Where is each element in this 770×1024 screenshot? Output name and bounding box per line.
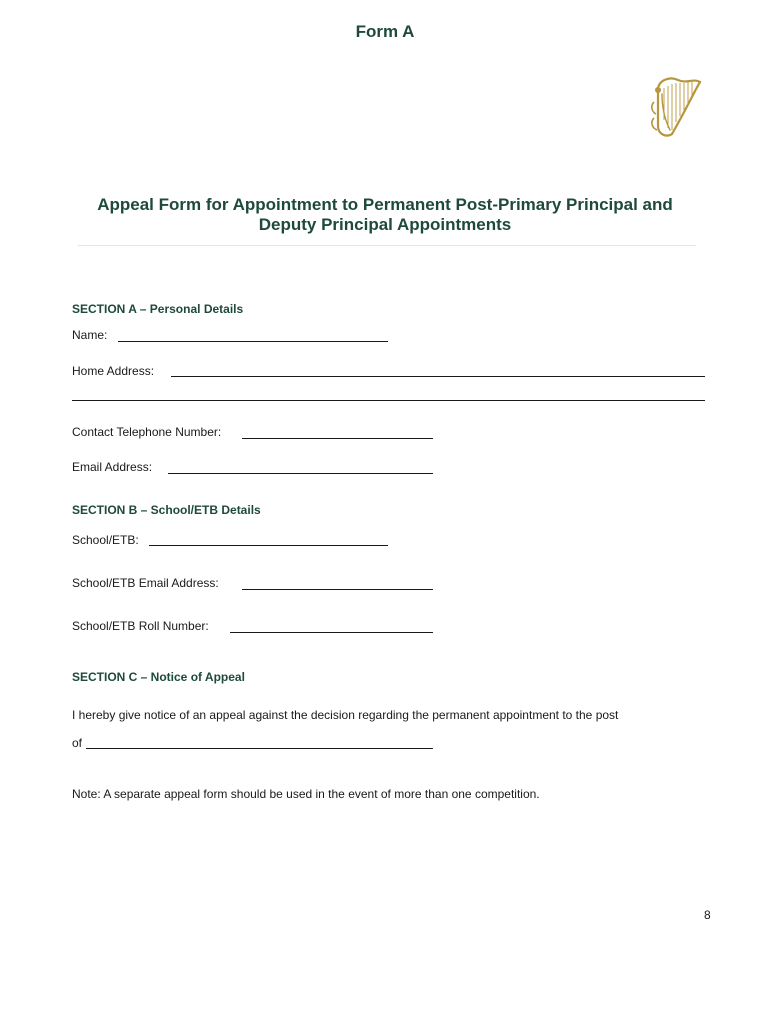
email-field[interactable] xyxy=(168,473,433,474)
section-b-heading: SECTION B – School/ETB Details xyxy=(72,503,261,517)
name-label: Name: xyxy=(72,328,108,342)
school-etb-field[interactable] xyxy=(149,545,388,546)
form-title-line-2: Deputy Principal Appointments xyxy=(258,215,512,234)
harp-emblem-icon xyxy=(648,72,706,144)
contact-phone-field[interactable] xyxy=(242,438,433,439)
school-email-field[interactable] xyxy=(242,589,433,590)
roll-number-field[interactable] xyxy=(230,632,433,633)
form-label: Form A xyxy=(355,22,415,41)
form-title-line-1: Appeal Form for Appointment to Permanent Post-Primary Principal and xyxy=(97,195,673,214)
title-divider xyxy=(78,245,696,246)
note-text: Note: A separate appeal form should be used in the event of more than one competition. xyxy=(72,787,540,801)
home-address-label: Home Address: xyxy=(72,364,155,378)
section-c-heading: SECTION C – Notice of Appeal xyxy=(72,670,245,684)
home-address-field-line-1[interactable] xyxy=(171,376,705,377)
roll-number-label: School/ETB Roll Number: xyxy=(72,619,209,633)
post-prefix-label: of xyxy=(72,736,83,750)
name-field[interactable] xyxy=(118,341,388,342)
school-etb-label: School/ETB: xyxy=(72,533,139,547)
notice-text: I hereby give notice of an appeal against the decision regarding the permanent appointment to the post xyxy=(72,708,619,722)
email-label: Email Address: xyxy=(72,460,153,474)
form-title xyxy=(70,195,700,235)
post-field[interactable] xyxy=(86,748,433,749)
home-address-field-line-2[interactable] xyxy=(72,400,705,401)
contact-phone-label: Contact Telephone Number: xyxy=(72,425,222,439)
school-email-label: School/ETB Email Address: xyxy=(72,576,219,590)
page-number: 8 xyxy=(704,908,711,922)
section-a-heading: SECTION A – Personal Details xyxy=(72,302,244,316)
